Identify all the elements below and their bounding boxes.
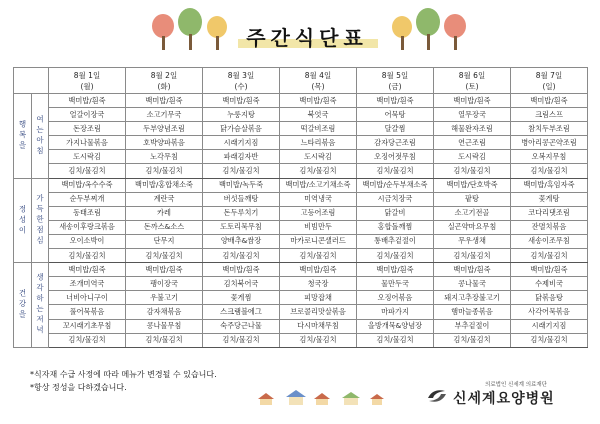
day-date: 8월 4일 [304, 70, 332, 80]
menu-item: 순두부찌개 [49, 192, 126, 206]
menu-item: 꽃게찜 [203, 291, 280, 305]
table-row [14, 249, 588, 263]
menu-item: 팽이장국 [126, 277, 203, 291]
menu-item: 김치/물김치 [203, 333, 280, 347]
menu-item: 다시마채무침 [280, 319, 357, 333]
menu-item: 김치/물김치 [511, 333, 588, 347]
menu-item: 백미밥/소고기채소죽 [280, 178, 357, 192]
menu-item: 감자채볶음 [126, 305, 203, 319]
table-row [14, 333, 588, 347]
table-row [14, 305, 588, 319]
menu-item: 버섯들깨탕 [203, 192, 280, 206]
table-row [14, 164, 588, 178]
menu-item: 달걀찜 [357, 122, 434, 136]
menu-item: 김치북어국 [203, 277, 280, 291]
corner-cell [14, 68, 49, 94]
menu-item: 돈두루치기 [203, 206, 280, 220]
day-header-row [14, 68, 588, 94]
menu-item: 백미밥/흰죽 [511, 94, 588, 108]
menu-item: 북엇국 [280, 108, 357, 122]
menu-item: 브로콜리맛살볶음 [280, 305, 357, 319]
menu-item: 수제비국 [511, 277, 588, 291]
menu-item: 노각무침 [126, 150, 203, 164]
menu-item: 김치/물김치 [126, 249, 203, 263]
menu-item: 백미밥/흰죽 [49, 94, 126, 108]
menu-item: 피망잡채 [280, 291, 357, 305]
table-row [14, 206, 588, 220]
menu-item: 백미밥/흰죽 [49, 263, 126, 277]
day-of-week: (일) [542, 81, 556, 91]
menu-item: 숙주당근나물 [203, 319, 280, 333]
menu-item: 백미밥/흰죽 [434, 94, 511, 108]
menu-item: 풀어묵볶음 [49, 305, 126, 319]
menu-item: 호박양파볶음 [126, 136, 203, 150]
menu-item: 꽃게탕 [511, 192, 588, 206]
menu-item: 스크램블에그 [203, 305, 280, 319]
menu-item: 백미밥/옥수수죽 [49, 178, 126, 192]
menu-item: 백미밥/흰죽 [434, 263, 511, 277]
menu-item: 소고기무국 [126, 108, 203, 122]
menu-item: 백미밥/홍합채소죽 [126, 178, 203, 192]
tree-illustration [442, 14, 472, 50]
menu-item: 느타리볶음 [280, 136, 357, 150]
menu-item: 백미밥/흰죽 [357, 263, 434, 277]
menu-item: 김치/물김치 [357, 249, 434, 263]
menu-item: 꼬시래기초무침 [49, 319, 126, 333]
menu-item: 두부양념조림 [126, 122, 203, 136]
hospital-name: 신세계요양병원 [453, 391, 555, 407]
table-row [14, 319, 588, 333]
menu-item: 시금치장국 [357, 192, 434, 206]
day-date: 8월 5일 [381, 70, 409, 80]
table-row [14, 234, 588, 248]
menu-item: 김치/물김치 [511, 249, 588, 263]
day-header [126, 68, 203, 94]
menu-item: 무우생채 [434, 234, 511, 248]
menu-item: 동태조림 [49, 206, 126, 220]
menu-item: 김치/물김치 [280, 164, 357, 178]
menu-item: 실곤약마요무침 [434, 220, 511, 234]
page-title: 주간식단표 [246, 26, 368, 50]
menu-item: 마파가지 [357, 305, 434, 319]
menu-item: 돈까스&소스 [126, 220, 203, 234]
menu-item: 김치/물김치 [203, 249, 280, 263]
menu-item: 얼갈이장국 [49, 108, 126, 122]
weekly-menu-table [13, 67, 588, 348]
menu-item: 도시락김 [280, 150, 357, 164]
day-date: 8월 6일 [458, 70, 486, 80]
table-row [14, 150, 588, 164]
menu-item: 백미밥/흰죽 [511, 263, 588, 277]
menu-item: 김치/물김치 [203, 164, 280, 178]
menu-item: 사각어묵볶음 [511, 305, 588, 319]
menu-item: 코다리댓조림 [511, 206, 588, 220]
note-line: *항상 정성을 다하겠습니다. [30, 383, 127, 392]
menu-item: 김치/물김치 [357, 333, 434, 347]
house-illustration [314, 393, 330, 405]
meal-label-secondary: 생각하는저녁 [32, 263, 49, 348]
day-date: 8월 2일 [150, 70, 178, 80]
menu-item: 어묵탕 [357, 108, 434, 122]
menu-item: 닭볶음탕 [511, 291, 588, 305]
table-row [14, 108, 588, 122]
menu-item: 백미밥/순두부채소죽 [357, 178, 434, 192]
menu-item: 너비아니구이 [49, 291, 126, 305]
day-header [434, 68, 511, 94]
menu-item: 오징어볶음 [357, 291, 434, 305]
menu-item: 김치/물김치 [49, 164, 126, 178]
menu-item: 백미밥/흰죽 [280, 94, 357, 108]
menu-item: 부추겉절이 [434, 319, 511, 333]
table-row [14, 122, 588, 136]
day-of-week: (목) [311, 81, 325, 91]
menu-item: 김치/물김치 [434, 249, 511, 263]
day-header [511, 68, 588, 94]
meal-label-secondary: 가득한점심 [32, 178, 49, 263]
menu-item: 새송이조무침 [511, 234, 588, 248]
menu-item: 백미밥/흑임자죽 [511, 178, 588, 192]
menu-item: 오복지무침 [511, 150, 588, 164]
menu-item: 김치/물김치 [280, 249, 357, 263]
menu-item: 누룽지탕 [203, 108, 280, 122]
day-date: 8월 3일 [227, 70, 255, 80]
house-illustration [286, 390, 306, 405]
table-row [14, 94, 588, 108]
menu-item: 김치/물김치 [434, 333, 511, 347]
menu-item: 돈장조림 [49, 122, 126, 136]
menu-item: 통배추겉절이 [357, 234, 434, 248]
day-of-week: (금) [388, 81, 402, 91]
menu-item: 백미밥/녹두죽 [203, 178, 280, 192]
menu-item: 가지나물볶음 [49, 136, 126, 150]
menu-item: 김치/물김치 [126, 164, 203, 178]
menu-item: 오이소박이 [49, 234, 126, 248]
menu-item: 해물완자조림 [434, 122, 511, 136]
day-header [357, 68, 434, 94]
menu-item: 단무지 [126, 234, 203, 248]
tree-illustration [205, 16, 231, 50]
day-header [49, 68, 126, 94]
menu-item: 을방개묵&양념장 [357, 319, 434, 333]
menu-item: 새송이후랑크볶음 [49, 220, 126, 234]
house-illustration [342, 392, 360, 405]
menu-item: 백미밥/흰죽 [203, 94, 280, 108]
menu-item: 시래기지짐 [203, 136, 280, 150]
menu-item: 연근조림 [434, 136, 511, 150]
day-of-week: (토) [465, 81, 479, 91]
menu-item: 팥탕 [434, 192, 511, 206]
day-header [280, 68, 357, 94]
meal-label-primary: 행복을 [14, 94, 32, 179]
table-row [14, 136, 588, 150]
menu-item: 비빔만두 [280, 220, 357, 234]
table-row [14, 277, 588, 291]
menu-item: 양배추&쌈장 [203, 234, 280, 248]
menu-item: 돼지고추장불고기 [434, 291, 511, 305]
menu-item: 도시락김 [434, 150, 511, 164]
menu-item: 참치두부조림 [511, 122, 588, 136]
menu-item: 김치/물김치 [49, 249, 126, 263]
house-illustration [370, 394, 384, 405]
house-illustration [258, 393, 274, 405]
menu-item: 백미밥/흰죽 [280, 263, 357, 277]
menu-item: 감자당근조림 [357, 136, 434, 150]
menu-item: 김치/물김치 [126, 333, 203, 347]
tree-illustration [176, 8, 206, 50]
menu-item: 김치/물김치 [49, 333, 126, 347]
day-of-week: (화) [157, 81, 171, 91]
meal-label-secondary: 여는아침 [32, 94, 49, 179]
menu-item: 콩나물무침 [126, 319, 203, 333]
menu-item: 김치/물김치 [511, 164, 588, 178]
menu-item: 계란국 [126, 192, 203, 206]
menu-item: 소고기전골 [434, 206, 511, 220]
menu-item: 청국장 [280, 277, 357, 291]
menu-item: 백미밥/흰죽 [203, 263, 280, 277]
menu-item: 고등어조림 [280, 206, 357, 220]
meal-label-primary: 정성이 [14, 178, 32, 263]
table-row [14, 192, 588, 206]
menu-item: 김치/물김치 [357, 164, 434, 178]
menu-item: 백미밥/단호박죽 [434, 178, 511, 192]
menu-item: 백미밥/흰죽 [126, 94, 203, 108]
tree-illustration [414, 8, 444, 50]
table-row [14, 178, 588, 192]
menu-item: 김치/물김치 [434, 164, 511, 178]
tree-illustration [390, 16, 416, 50]
menu-item: 떡갈비조림 [280, 122, 357, 136]
menu-item: 백미밥/흰죽 [357, 94, 434, 108]
table-row [14, 220, 588, 234]
hospital-logo-block [425, 382, 590, 408]
menu-item: 우불고기 [126, 291, 203, 305]
note-line: *식자재 수급 사정에 따라 메뉴가 변경될 수 있습니다. [30, 370, 217, 379]
menu-item: 열무장국 [434, 108, 511, 122]
menu-item: 미역냉국 [280, 192, 357, 206]
menu-item: 마카로니콘샐러드 [280, 234, 357, 248]
table-row [14, 291, 588, 305]
menu-item: 오징어젓무침 [357, 150, 434, 164]
menu-item: 닭가슴살볶음 [203, 122, 280, 136]
menu-item: 콩나물국 [434, 277, 511, 291]
menu-item: 크림스프 [511, 108, 588, 122]
menu-item: 도시락김 [49, 150, 126, 164]
table-row [14, 263, 588, 277]
day-date: 8월 7일 [535, 70, 563, 80]
day-date: 8월 1일 [73, 70, 101, 80]
menu-item: 잔멸치볶음 [511, 220, 588, 234]
menu-item: 카레 [126, 206, 203, 220]
hospital-logo-icon [425, 386, 449, 406]
menu-item: 김치/물김치 [280, 333, 357, 347]
menu-item: 시래기지짐 [511, 319, 588, 333]
menu-item: 도토리묵무침 [203, 220, 280, 234]
menu-item: 닭갈비 [357, 206, 434, 220]
hospital-foundation: 의료법인 신세계 의료재단 [485, 382, 547, 388]
menu-item: 파래김자반 [203, 150, 280, 164]
day-header [203, 68, 280, 94]
menu-item: 물만두국 [357, 277, 434, 291]
menu-item: 병아리콩곤약조림 [511, 136, 588, 150]
day-of-week: (수) [234, 81, 248, 91]
menu-item: 햄마늘종볶음 [434, 305, 511, 319]
menu-item: 백미밥/흰죽 [126, 263, 203, 277]
meal-label-primary: 건강을 [14, 263, 32, 348]
day-of-week: (월) [80, 81, 94, 91]
menu-item: 조개미역국 [49, 277, 126, 291]
menu-item: 홍합돌깨찜 [357, 220, 434, 234]
